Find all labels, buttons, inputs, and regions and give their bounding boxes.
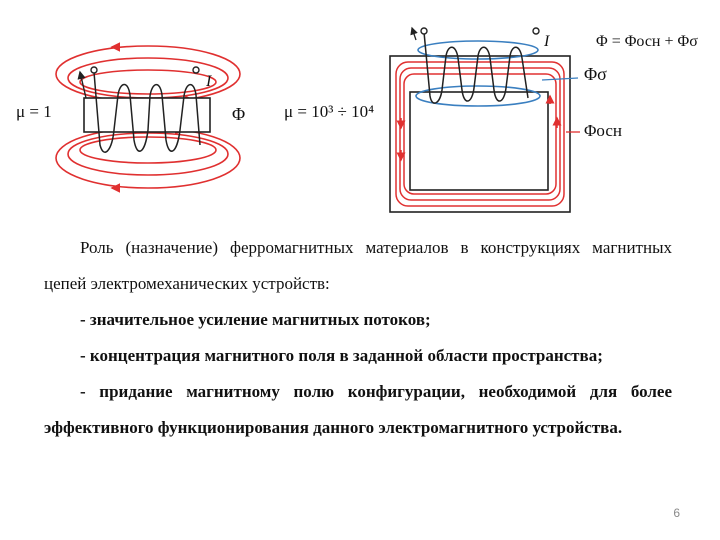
mu-air-label: μ = 1 xyxy=(16,102,52,121)
core-coil-diagram xyxy=(390,28,698,212)
flux-equation: Φ = Φосн + Φσ xyxy=(596,33,698,50)
current-label-left: I xyxy=(206,73,212,90)
main-flux-label: Φосн xyxy=(584,121,622,140)
lower-field-lines xyxy=(56,128,240,188)
text-block xyxy=(44,230,672,446)
upper-field-lines xyxy=(56,46,240,102)
left-coil-terminal-a xyxy=(91,67,97,73)
right-coil-terminal-a xyxy=(421,28,427,34)
intro-paragraph: Роль (назначение) ферромагнитных материалов в конструкциях магнитных цепей электромеханических устройств: xyxy=(44,238,672,293)
coil-body xyxy=(84,98,210,132)
list-item-1: - значительное усиление магнитных потоков; xyxy=(80,310,431,329)
leakage-flux-label: Φσ xyxy=(584,64,607,84)
list-item-2: - концентрация магнитного поля в заданной области пространства; xyxy=(80,346,603,365)
mu-ferro-label: μ = 10³ ÷ 10⁴ xyxy=(284,102,375,121)
magnetic-field-diagram xyxy=(0,0,720,225)
left-coil-terminal-b xyxy=(193,67,199,73)
list-item-3: - придание магнитному полю конфигурации, необходимой для более эффективного функционирования данного электромагнитного устройства. xyxy=(44,382,672,437)
slide-number: 6 xyxy=(673,506,680,520)
current-arrow-right xyxy=(412,28,416,40)
right-coil-terminal-b xyxy=(533,28,539,34)
current-label-right: I xyxy=(544,33,550,50)
flux-label-left: Φ xyxy=(232,104,246,124)
air-coil-diagram xyxy=(16,46,245,188)
